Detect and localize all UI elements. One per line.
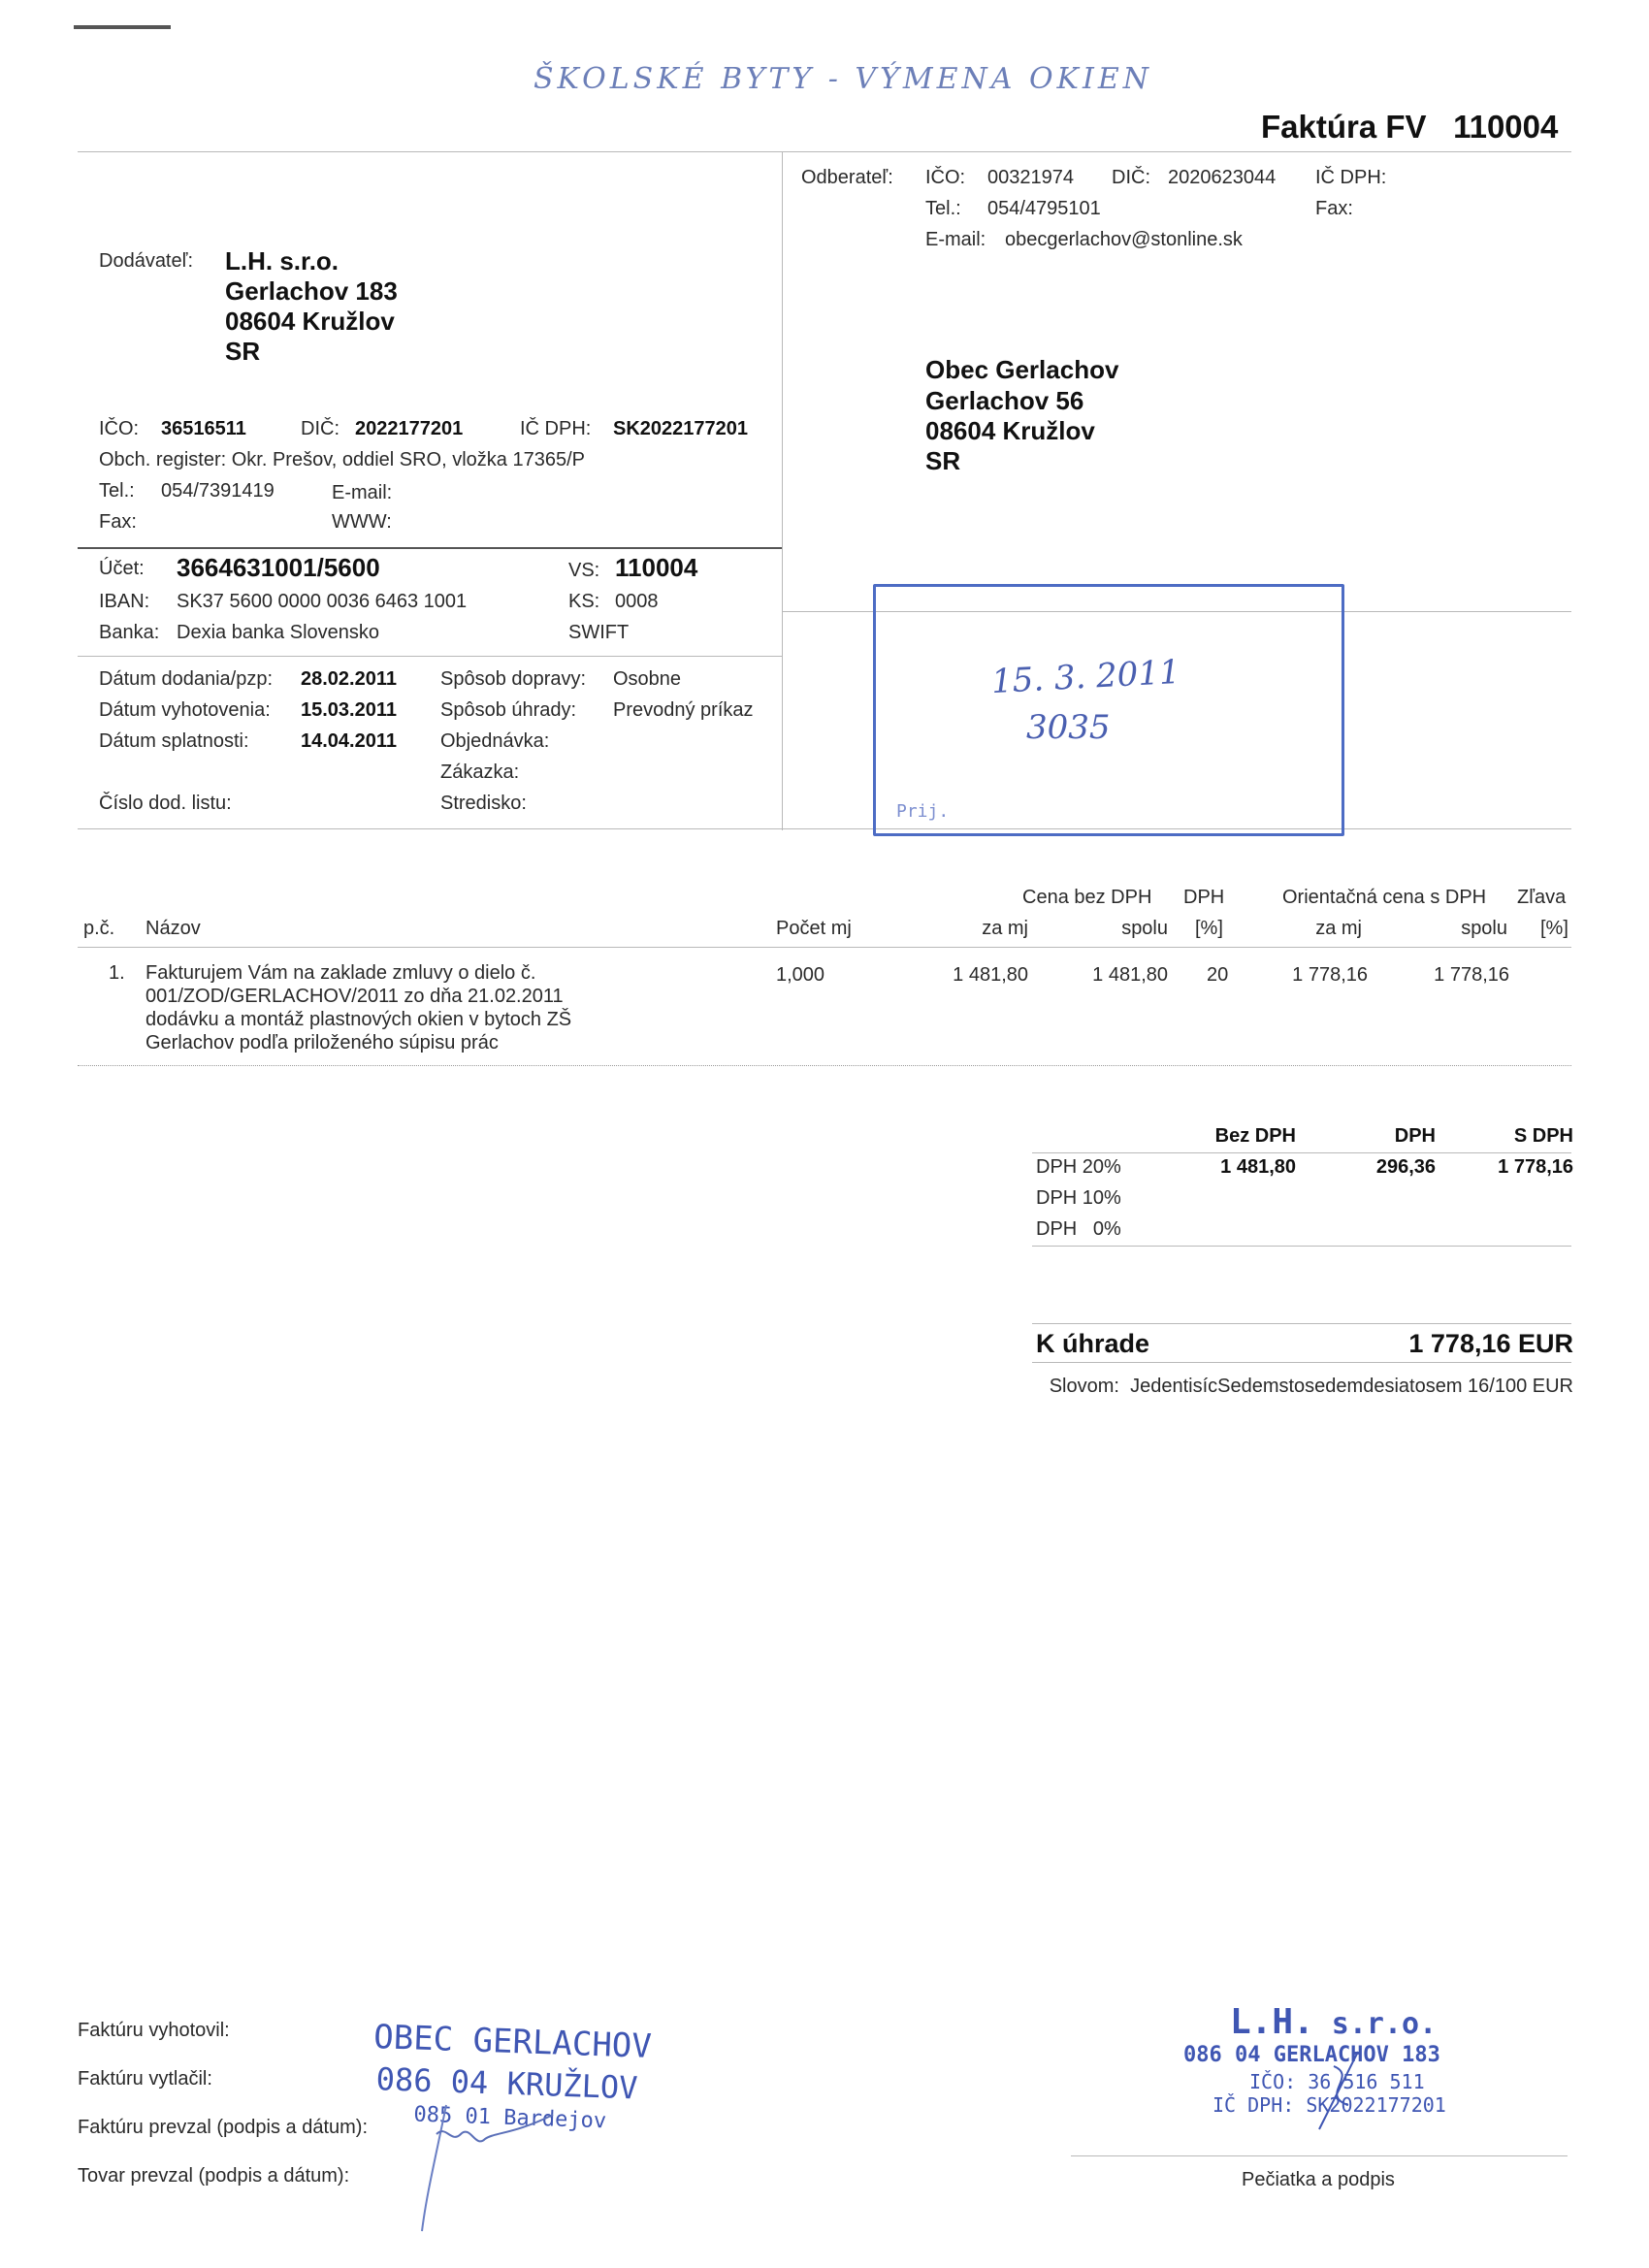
center-label: Stredisko: <box>440 793 527 814</box>
handwritten-note: ŠKOLSKÉ BYTY - VÝMENA OKIEN <box>534 62 1152 96</box>
col-discount-pct: [%] <box>1540 918 1568 939</box>
item-gross-unit: 1 778,16 <box>1292 964 1368 986</box>
col-qty: Počet mj <box>776 918 852 939</box>
issue-date: 15.03.2011 <box>301 699 397 721</box>
item-unit-price: 1 481,80 <box>953 964 1028 986</box>
col-gross-total: spolu <box>1461 918 1507 939</box>
supplier-stamp-line: IČ DPH: SK2022177201 <box>1212 2093 1446 2117</box>
supplier-stamp-logo-suffix: s.r.o. <box>1331 2007 1438 2041</box>
customer-signature <box>407 2095 582 2241</box>
summary-col-total: S DPH <box>1513 1125 1573 1147</box>
customer-ico-label: IČO: <box>925 167 966 188</box>
transport-label: Spôsob dopravy: <box>440 668 587 690</box>
supplier-stamp-line: 086 04 GERLACHOV 183 <box>1183 2043 1440 2067</box>
supplier-icdph-label: IČ DPH: <box>520 418 592 439</box>
frame-divider-vertical <box>782 151 783 830</box>
supplier-tel: 054/7391419 <box>161 480 275 502</box>
amount-due-value: 1 778,16 EUR <box>1408 1329 1573 1358</box>
due-date: 14.04.2011 <box>301 730 397 752</box>
customer-label: Odberateľ: <box>801 167 893 188</box>
customer-dic: 2020623044 <box>1168 167 1277 188</box>
received-stamp-label: Prij. <box>896 801 950 822</box>
supplier-stamp-line <box>1230 2002 1437 2042</box>
supplier-signature <box>1300 2047 1377 2134</box>
iban-label: IBAN: <box>99 591 150 612</box>
issued-by-label: Faktúru vyhotovil: <box>78 2020 230 2041</box>
supplier-dic-label: DIČ: <box>301 418 340 439</box>
amount-in-words <box>873 1376 1573 1398</box>
iban-value: SK37 5600 0000 0036 6463 1001 <box>177 591 468 612</box>
item-name-line: 001/ZOD/GERLACHOV/2011 zo dňa 21.02.2011 <box>146 986 564 1007</box>
invoice-title <box>1261 109 1558 146</box>
customer-street: Gerlachov 56 <box>925 386 1084 415</box>
col-gross-unit: za mj <box>1315 918 1362 939</box>
summary-bottom-rule <box>1032 1246 1571 1247</box>
supplier-stamp-logo: L.H. <box>1230 2002 1314 2042</box>
supplier-label: Dodávateľ: <box>99 250 194 272</box>
customer-tel: 054/4795101 <box>987 198 1101 219</box>
item-gross-total: 1 778,16 <box>1434 964 1509 986</box>
customer-icdph-label: IČ DPH: <box>1315 167 1387 188</box>
customer-name: Obec Gerlachov <box>925 355 1119 384</box>
item-total: 1 481,80 <box>1092 964 1168 986</box>
payment-value: Prevodný príkaz <box>613 699 754 721</box>
col-price-group: Cena bez DPH <box>1022 887 1152 908</box>
summary-row-label: DPH 0% <box>1036 1218 1121 1240</box>
summary-row-total: 1 778,16 <box>1498 1156 1573 1178</box>
supplier-bank-divider <box>78 547 782 549</box>
customer-email: obecgerlachov@stonline.sk <box>1005 229 1243 250</box>
bank-name: Dexia banka Slovensko <box>177 622 380 643</box>
vs-value: 110004 <box>615 553 698 582</box>
summary-row-label: DPH 20% <box>1036 1156 1121 1178</box>
customer-fax-label: Fax: <box>1315 198 1353 219</box>
summary-col-base: Bez DPH <box>1214 1125 1296 1147</box>
goods-received-label: Tovar prevzal (podpis a dátum): <box>78 2165 350 2187</box>
supplier-street: Gerlachov 183 <box>225 276 398 306</box>
customer-tel-label: Tel.: <box>925 198 961 219</box>
account-label: Účet: <box>99 558 145 579</box>
delivery-date: 28.02.2011 <box>301 668 397 690</box>
supplier-register: Obch. register: Okr. Prešov, oddiel SRO, vložka 17365/P <box>99 449 585 470</box>
item-name-line: Gerlachov podľa priloženého súpisu prác <box>146 1032 499 1053</box>
items-bottom-rule <box>78 1065 1571 1066</box>
item-name-line: Fakturujem Vám na zaklade zmluvy o dielo č. <box>146 962 536 984</box>
delivery-date-label: Dátum dodania/pzp: <box>99 668 274 690</box>
item-vat: 20 <box>1207 964 1229 986</box>
summary-header-rule <box>1032 1152 1571 1153</box>
supplier-fax-label: Fax: <box>99 511 137 533</box>
invoice-received-label: Faktúru prevzal (podpis a dátum): <box>78 2117 369 2138</box>
frame-bottom <box>78 828 1571 829</box>
item-pc: 1. <box>109 962 125 984</box>
summary-row-label: DPH 10% <box>1036 1187 1121 1209</box>
vs-label: VS: <box>568 560 600 581</box>
col-vat-pct: [%] <box>1195 918 1223 939</box>
order-label: Objednávka: <box>440 730 550 752</box>
item-qty: 1,000 <box>776 964 825 986</box>
received-stamp-date: 15. 3. 2011 <box>990 652 1181 702</box>
invoice-number: 110004 <box>1453 109 1559 145</box>
printed-by-label: Faktúru vytlačil: <box>78 2068 212 2090</box>
summary-row-base: 1 481,80 <box>1220 1156 1296 1178</box>
col-total: spolu <box>1121 918 1168 939</box>
customer-stamp-line: 085 01 Bardejov <box>413 2102 607 2134</box>
stamp-signature-label: Pečiatka a podpis <box>1242 2169 1395 2190</box>
frame-top <box>78 151 1571 152</box>
col-vat: DPH <box>1183 887 1225 908</box>
summary-col-vat: DPH <box>1394 1125 1436 1147</box>
col-pc: p.č. <box>83 918 115 939</box>
due-date-label: Dátum splatnosti: <box>99 730 249 752</box>
transport-value: Osobne <box>613 668 682 690</box>
col-discount: Zľava <box>1517 887 1567 908</box>
customer-city: 08604 Kružlov <box>925 416 1095 445</box>
amount-due-label: K úhrade <box>1036 1329 1150 1358</box>
bank-label: Banka: <box>99 622 160 643</box>
supplier-tel-label: Tel.: <box>99 480 135 502</box>
issue-date-label: Dátum vyhotovenia: <box>99 699 271 721</box>
customer-stamp-line: 086 04 KRUŽLOV <box>375 2060 639 2107</box>
payment-label: Spôsob úhrady: <box>440 699 577 721</box>
supplier-www-label: WWW: <box>332 511 392 533</box>
scan-mark <box>74 25 171 29</box>
customer-dic-label: DIČ: <box>1112 167 1150 188</box>
col-gross-group: Orientačná cena s DPH <box>1282 887 1487 908</box>
amount-in-words-label: Slovom: <box>1049 1376 1119 1397</box>
col-name: Názov <box>146 918 201 939</box>
item-name-line: dodávku a montáž plastnových okien v bytoch ZŠ <box>146 1009 572 1030</box>
customer-country: SR <box>925 446 961 475</box>
supplier-name: L.H. s.r.o. <box>225 246 340 275</box>
col-unit: za mj <box>982 918 1028 939</box>
summary-row-vat: 296,36 <box>1375 1156 1436 1178</box>
contract-label: Zákazka: <box>440 761 520 783</box>
amount-due-bottom-rule <box>1032 1362 1571 1363</box>
supplier-icdph: SK2022177201 <box>613 418 749 439</box>
delivery-note-label: Číslo dod. listu: <box>99 793 232 814</box>
supplier-country: SR <box>225 337 261 366</box>
stamp-signature-rule <box>1071 2155 1568 2156</box>
customer-email-label: E-mail: <box>925 229 986 250</box>
supplier-city: 08604 Kružlov <box>225 307 395 336</box>
swift-label: SWIFT <box>568 622 630 643</box>
received-stamp-number: 3035 <box>1026 708 1111 747</box>
supplier-dic: 2022177201 <box>355 418 464 439</box>
ks-label: KS: <box>568 591 600 612</box>
invoice-title-label: Faktúra FV <box>1261 109 1427 145</box>
supplier-stamp-line: IČO: 36 516 511 <box>1249 2070 1425 2093</box>
account-number: 3664631001/5600 <box>177 553 380 582</box>
bank-dates-divider <box>78 656 782 657</box>
customer-ico: 00321974 <box>987 167 1074 188</box>
ks-value: 0008 <box>615 591 659 612</box>
items-header-rule <box>78 947 1571 948</box>
customer-stamp-line: OBEC GERLACHOV <box>372 2018 653 2066</box>
amount-due-top-rule <box>1032 1323 1571 1324</box>
supplier-ico-label: IČO: <box>99 418 140 439</box>
supplier-email-label: E-mail: <box>332 482 393 503</box>
supplier-ico: 36516511 <box>161 418 246 439</box>
amount-in-words-value: JedentisícSedemstosedemdesiatosem 16/100 EUR <box>1130 1376 1573 1397</box>
